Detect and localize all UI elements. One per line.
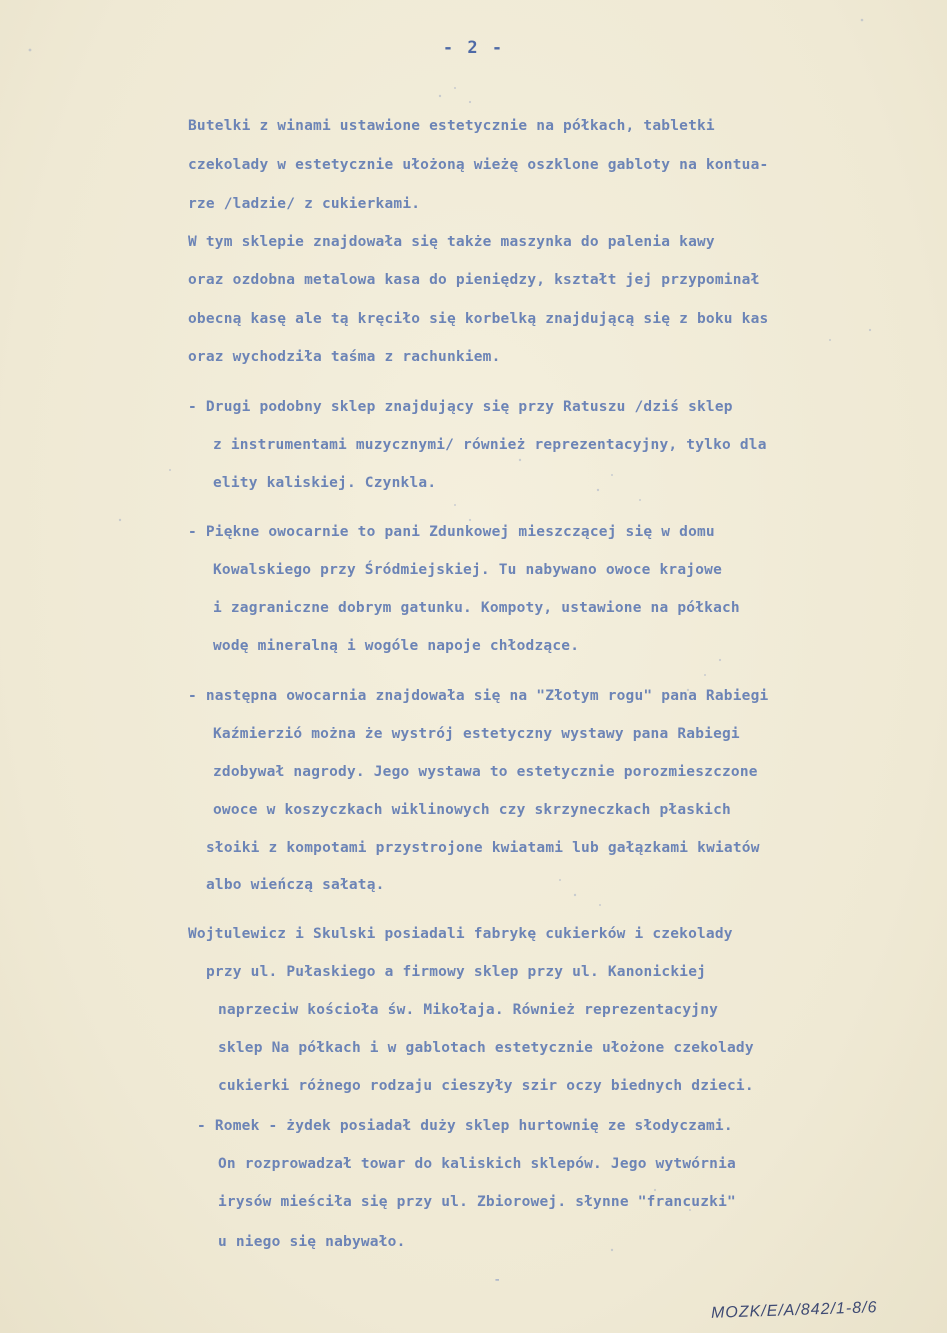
text-line: irysów mieściła się przy ul. Zbiorowej. słynne "francuzki" [218, 1194, 736, 1210]
text-line: Butelki z winami ustawione estetycznie na półkach, tabletki [188, 118, 715, 134]
text-line: obecną kasę ale tą kręciło się korbelką znajdującą się z boku kas [188, 311, 769, 327]
text-line: Kowalskiego przy Śródmiejskiej. Tu nabywano owoce krajowe [213, 562, 722, 578]
text-line: sklep Na półkach i w gablotach estetycznie ułożone czekolady [218, 1040, 754, 1056]
bottom-dash: - [493, 1272, 502, 1288]
text-line: wodę mineralną i wogóle napoje chłodzące. [213, 638, 580, 654]
text-line: naprzeciw kościoła św. Mikołaja. Również reprezentacyjny [218, 1002, 719, 1018]
text-line: z instrumentami muzycznymi/ również reprezentacyjny, tylko dla [213, 437, 767, 453]
text-line: Wojtulewicz i Skulski posiadali fabrykę cukierków i czekolady [188, 926, 733, 942]
archive-signature: MOZK/E/A/842/1-8/6 [710, 1299, 878, 1322]
text-line: cukierki różnego rodzaju cieszyły szir oczy biednych dzieci. [218, 1078, 754, 1094]
text-line: - Drugi podobny sklep znajdujący się przy Ratuszu /dziś sklep [188, 399, 733, 415]
text-line: słoiki z kompotami przystrojone kwiatami lub gałązkami kwiatów [206, 840, 760, 856]
text-line: - Romek - żydek posiadał duży sklep hurtownię ze słodyczami. [197, 1118, 733, 1134]
text-line: W tym sklepie znajdowała się także maszynka do palenia kawy [188, 234, 715, 250]
text-line: czekolady w estetycznie ułożoną wieżę oszklone gabloty na kontua- [188, 157, 769, 173]
text-line: - następna owocarnia znajdowała się na "Złotym rogu" pana Rabiegi [188, 688, 769, 704]
text-line: przy ul. Pułaskiego a firmowy sklep przy ul. Kanonickiej [206, 964, 707, 980]
text-line: rze /ladzie/ z cukierkami. [188, 196, 421, 212]
text-line: elity kaliskiej. Czynkla. [213, 475, 437, 491]
text-line: oraz wychodziła taśma z rachunkiem. [188, 349, 501, 365]
text-line: zdobywał nagrody. Jego wystawa to estetycznie porozmieszczone [213, 764, 758, 780]
text-line: u niego się nabywało. [218, 1234, 406, 1250]
text-line: On rozprowadzał towar do kaliskich sklepów. Jego wytwórnia [218, 1156, 736, 1172]
text-line: oraz ozdobna metalowa kasa do pieniędzy, kształt jej przypominał [188, 272, 760, 288]
text-line: albo wieńczą sałatą. [206, 877, 385, 893]
text-line: Kaźmierzió można że wystrój estetyczny wystawy pana Rabiegi [213, 726, 740, 742]
text-line: i zagraniczne dobrym gatunku. Kompoty, ustawione na półkach [213, 600, 740, 616]
text-line: - Piękne owocarnie to pani Zdunkowej mieszczącej się w domu [188, 524, 715, 540]
page-number: - 2 - [442, 38, 505, 58]
text-line: owoce w koszyczkach wiklinowych czy skrzyneczkach płaskich [213, 802, 731, 818]
